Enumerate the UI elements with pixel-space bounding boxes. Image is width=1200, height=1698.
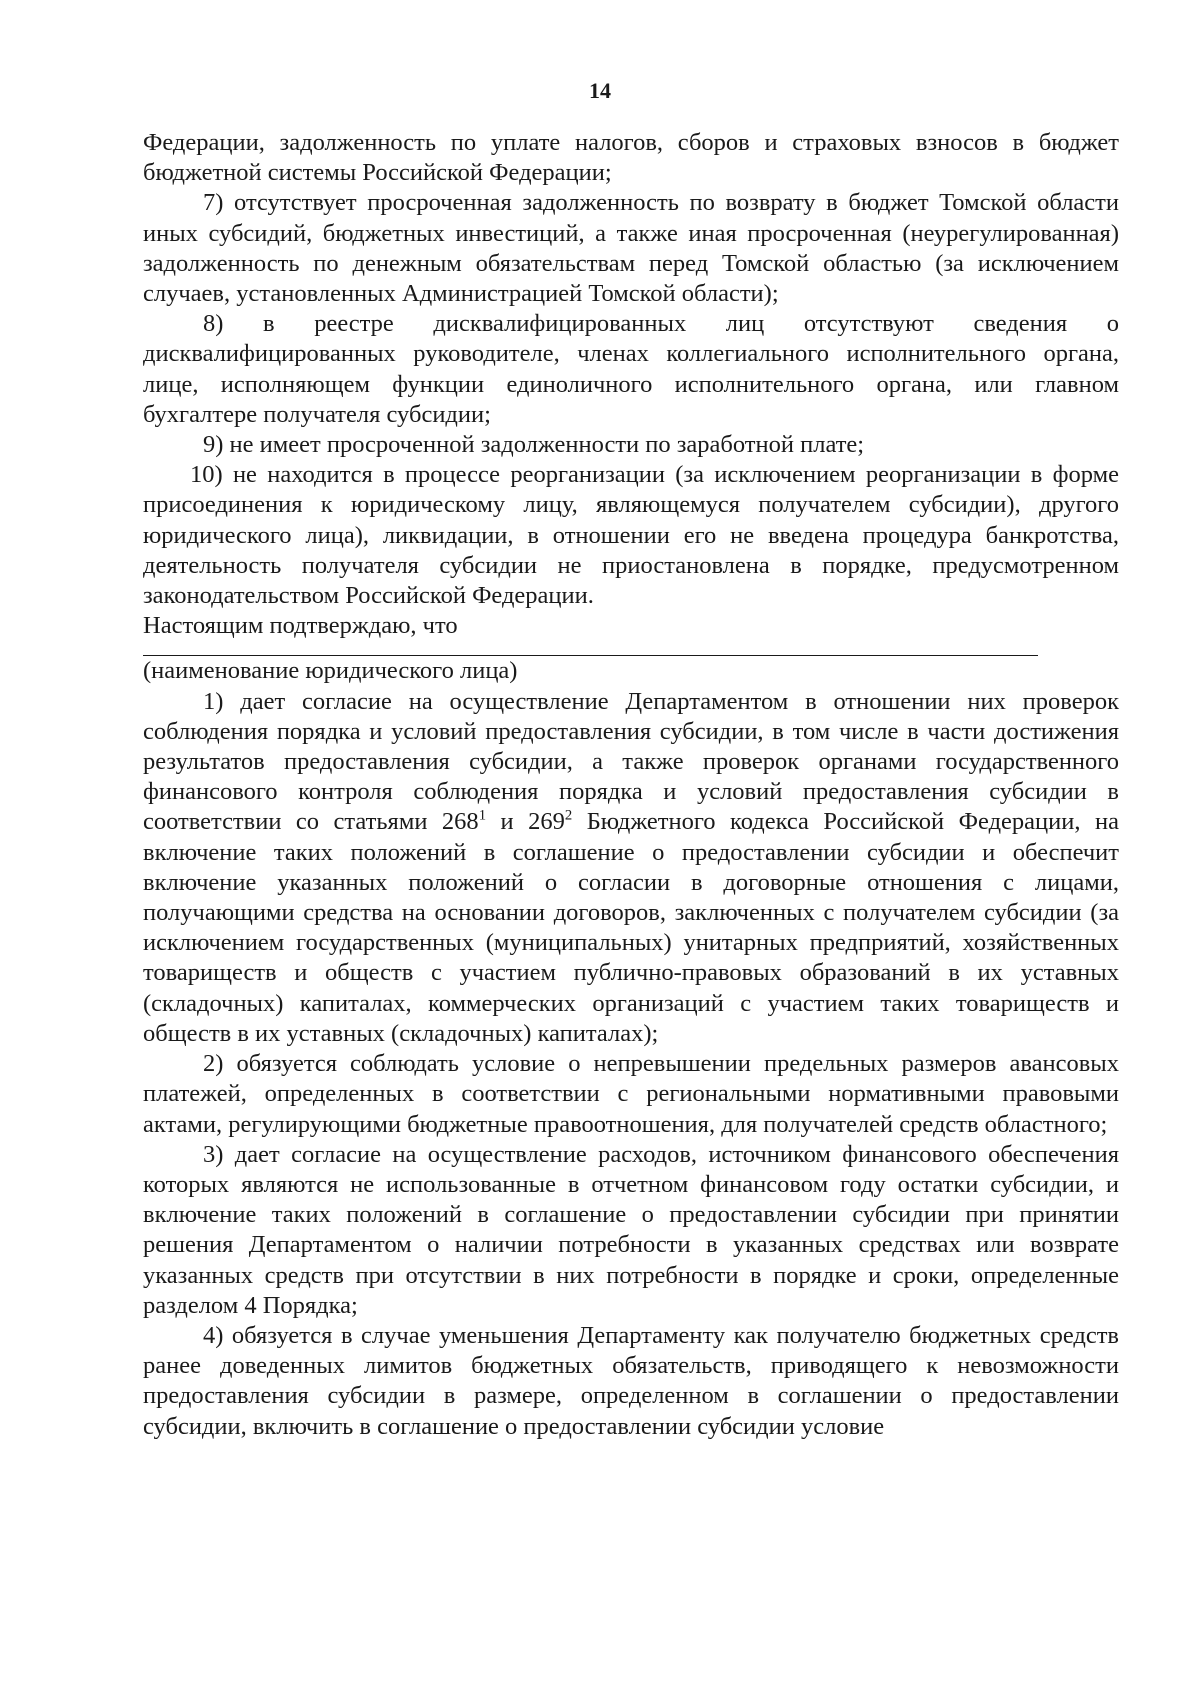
- consent-item-1-start: 1) дает согласие на осуществление Департаментом в отношении них проверок соблюдения порядка и условий предоставления субсидии, в том числе в части достижения результатов предоставления субсидии, а также проверок органами государственного финансового контроля соблюдения порядка и условий предоставления субсидии в соответствии со статьями 268: [143, 687, 1119, 836]
- article-superscript-1: 1: [478, 807, 487, 824]
- paragraph-item-7: 7) отсутствует просроченная задолженность по возврату в бюджет Томской области иных субсидий, бюджетных инвестиций, а также иная просроченная (неурегулированная) задолженность по денежным обязательствам перед Томской областью (за исключением случаев, установленных Администрацией Томской области);: [143, 189, 1119, 308]
- paragraph-item-10: 10) не находится в процессе реорганизации (за исключением реорганизации в форме присоединения к юридическому лицу, являющемуся получателем субсидии), другого юридического лица), ликвидации, в отношении его не введена процедура банкротства, деятельность получателя субсидии не приостановлена в порядке, предусмотренном законодательством Российской Федерации.: [143, 461, 1119, 610]
- legal-entity-name-caption: (наименование юридического лица): [143, 657, 518, 685]
- consent-item-3: 3) дает согласие на осуществление расходов, источником финансового обеспечения которых являются не использованные в отчетном финансовом году остатки субсидии, и включение таких положений в соглашение о предоставлении субсидии при принятии решения Департаментом о наличии потребности в указанных средствах или возврате указанных средств при отсутствии в них потребности в порядке и сроки, определенные разделом 4 Порядка;: [143, 1140, 1119, 1319]
- consent-item-1-mid: и 269: [486, 808, 565, 836]
- article-superscript-2: 2: [564, 807, 573, 824]
- confirmation-statement: Настоящим подтверждаю, что: [143, 612, 458, 640]
- paragraph-item-9: 9) не имеет просроченной задолженности по заработной плате;: [203, 431, 865, 459]
- paragraph-continuation: Федерации, задолженность по уплате налогов, сборов и страховых взносов в бюджет бюджетной системы Российской Федерации;: [143, 129, 1119, 187]
- document-body: [143, 128, 1119, 1442]
- consent-item-1-end: Бюджетного кодекса Российской Федерации, на включение таких положений в соглашение о предоставлении субсидии и обеспечит включение указанных положений о согласии в договорные отношения с лицами, получающими средства на основании договоров, заключенных с получателем субсидии (за исключением государственных (муниципальных) унитарных предприятий, хозяйственных товариществ и обществ с участием публично-правовых образований в их уставных (складочных) капиталах, коммерческих организаций с участием таких товариществ и обществ в их уставных (складочных) капиталах);: [143, 808, 1119, 1047]
- paragraph-item-8: 8) в реестре дисквалифицированных лиц отсутствуют сведения о дисквалифицированных руководителе, членах коллегиального исполнительного органа, лице, исполняющем функции единоличного исполнительного органа, или главном бухгалтере получателя субсидии;: [143, 310, 1119, 428]
- page-number: 14: [589, 78, 611, 103]
- consent-item-4: 4) обязуется в случае уменьшения Департаменту как получателю бюджетных средств ранее доведенных лимитов бюджетных обязательств, приводящего к невозможности предоставления субсидии в размере, определенном в соглашении о предоставлении субсидии, включить в соглашение о предоставлении субсидии условие: [143, 1321, 1119, 1440]
- consent-item-2: 2) обязуется соблюдать условие о непревышении предельных размеров авансовых платежей, определенных в соответствии с региональными нормативными правовыми актами, регулирующими бюджетные правоотношения, для получателей средств областного;: [143, 1050, 1119, 1138]
- consent-item-1: [143, 687, 1119, 1049]
